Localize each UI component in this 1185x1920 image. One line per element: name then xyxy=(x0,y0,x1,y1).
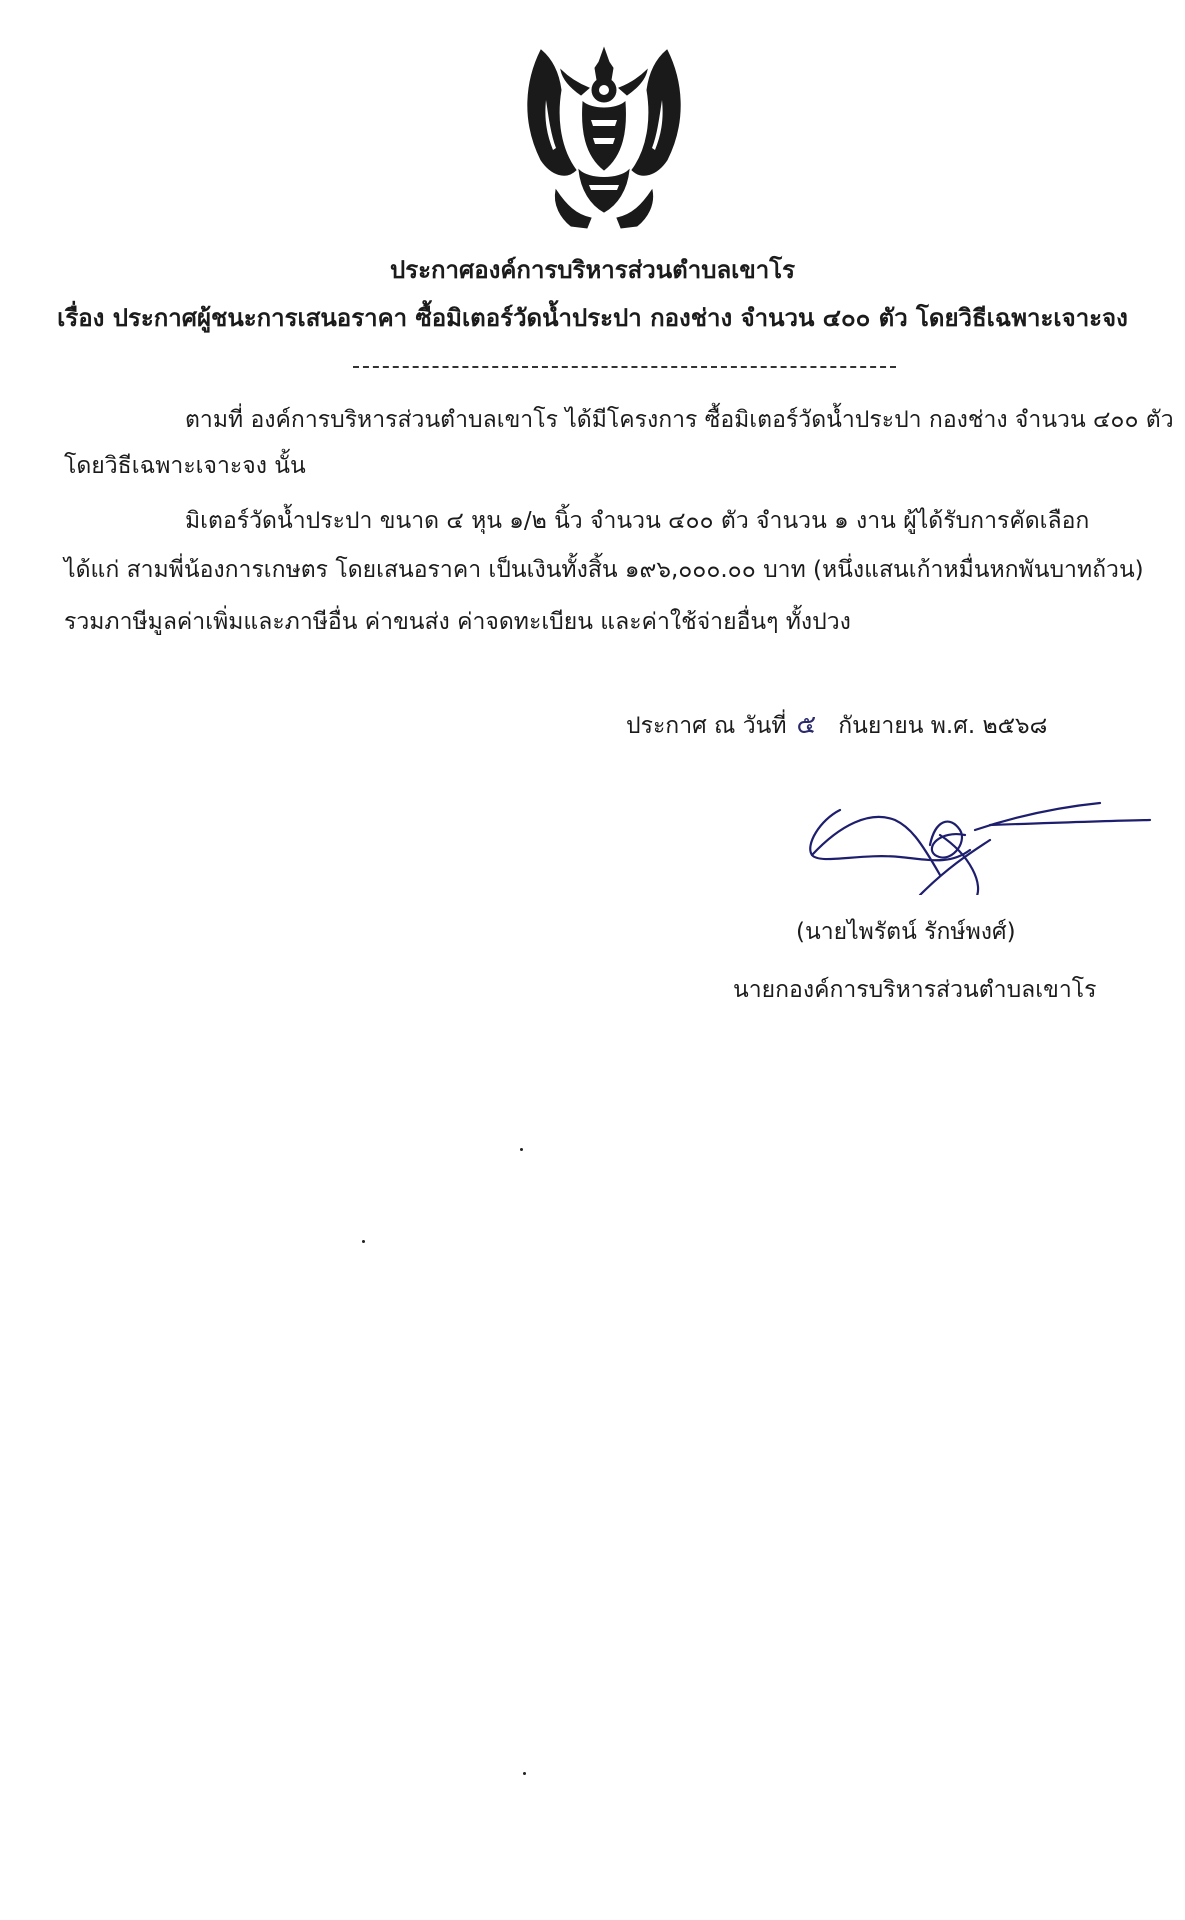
body-line-1: ตามที่ องค์การบริหารส่วนตำบลเขาโร ได้มีโครงการ ซื้อมิเตอร์วัดน้ำประปา กองช่าง จำนวน ๔๐๐ ตัว xyxy=(185,407,1174,433)
handwritten-signature xyxy=(800,795,1160,895)
document-subject: เรื่อง ประกาศผู้ชนะการเสนอราคา ซื้อมิเตอร์วัดน้ำประปา กองช่าง จำนวน ๔๐๐ ตัว โดยวิธีเฉพาะเจาะจง xyxy=(57,304,1128,332)
date-month-year: กันยายน พ.ศ. ๒๕๖๘ xyxy=(838,713,1048,739)
date-day: ๕ xyxy=(796,710,817,740)
document-title: ประกาศองค์การบริหารส่วนตำบลเขาโร xyxy=(389,256,796,284)
announcement-date xyxy=(626,704,1047,745)
signer-title: นายกองค์การบริหารส่วนตำบลเขาโร xyxy=(733,977,1097,1003)
dashed-divider xyxy=(353,366,896,368)
body-line-3: มิเตอร์วัดน้ำประปา ขนาด ๔ หุน ๑/๒ นิ้ว จำนวน ๔๐๐ ตัว จำนวน ๑ งาน ผู้ได้รับการคัดเลือก xyxy=(185,508,1090,534)
speck-mark xyxy=(523,1772,526,1775)
body-line-2: โดยวิธีเฉพาะเจาะจง นั้น xyxy=(64,453,306,479)
signer-name: (นายไพรัตน์ รักษ์พงศ์) xyxy=(796,919,1016,945)
body-line-5: รวมภาษีมูลค่าเพิ่มและภาษีอื่น ค่าขนส่ง ค่าจดทะเบียน และค่าใช้จ่ายอื่นๆ ทั้งปวง xyxy=(64,609,851,635)
garuda-emblem-icon xyxy=(521,40,687,236)
body-line-4: ได้แก่ สามพี่น้องการเกษตร โดยเสนอราคา เป็นเงินทั้งสิ้น ๑๙๖,๐๐๐.๐๐ บาท (หนึ่งแสนเก้าหมื่นหกพันบาทถ้วน) xyxy=(64,557,1144,583)
speck-mark xyxy=(520,1148,523,1151)
date-prefix: ประกาศ ณ วันที่ xyxy=(626,713,787,739)
speck-mark xyxy=(362,1240,365,1243)
